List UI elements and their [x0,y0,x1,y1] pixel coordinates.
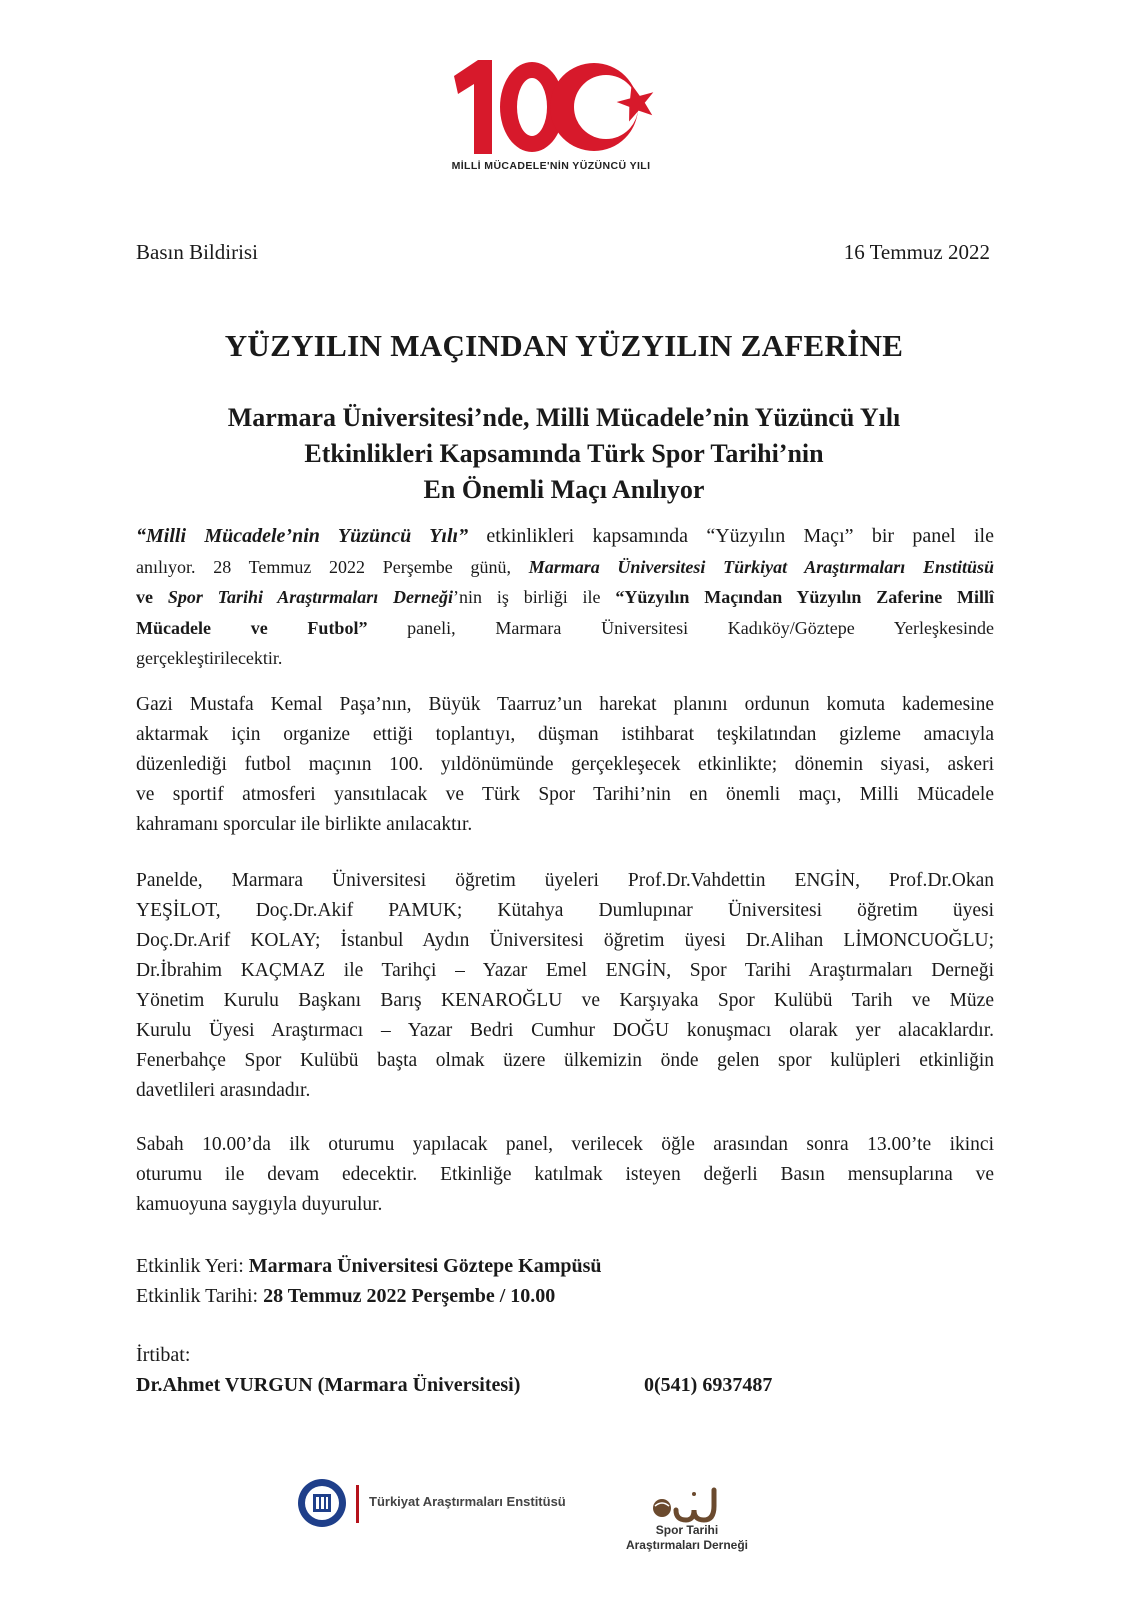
contact-name: Dr.Ahmet VURGUN (Marmara Üniversitesi) [136,1374,521,1396]
contact-label: İrtibat: [136,1344,191,1366]
background-paragraph [136,690,994,840]
association-label-line: Spor Tarihi [655,1523,719,1537]
paragraph-line: oturumu ile devam edecektir. Etkinliğe katılmak isteyen değerli Basın mensuplarına ve [136,1164,994,1185]
paragraph-line: Mücadele ve Futbol” paneli, Marmara Üniversitesi Kadıköy/Göztepe Yerleşkesinde [136,617,994,638]
paragraph-line: Doç.Dr.Arif KOLAY; İstanbul Aydın Üniversitesi öğretim üyesi Dr.Alihan LİMONCUOĞLU; [136,930,994,951]
paragraph-line: davetlileri arasındadır. [136,1080,311,1101]
event-place: Etkinlik Yeri: Marmara Üniversitesi Göztepe Kampüsü [136,1255,602,1277]
intro-paragraph [136,521,994,674]
event-date: Etkinlik Tarihi: 28 Temmuz 2022 Perşembe / 10.00 [136,1285,556,1307]
main-title: YÜZYILIN MAÇINDAN YÜZYILIN ZAFERİNE [224,328,904,363]
paragraph-line: düzenlediği futbol maçının 100. yıldönümünde gerçekleşecek etkinlikte; dönemin siyasi, askeri [136,754,994,775]
paragraph-line: gerçekleştirilecektir. [136,648,283,668]
centenary-logo [444,54,664,174]
paragraph-line: Gazi Mustafa Kemal Paşa’nın, Büyük Taarruz’un harekat planını ordunun komuta kademesine [136,694,994,715]
subtitle-line: Etkinlikleri Kapsamında Türk Spor Tarihi’nin [304,439,824,468]
paragraph-line: ve Spor Tarihi Araştırmaları Derneği’nin iş birliği ile “Yüzyılın Maçından Yüzyılın Zaferine Millî [136,587,995,607]
institute-label: Türkiyat Araştırmaları Enstitüsü [369,1494,566,1509]
association-label [612,1523,762,1553]
paragraph-line: Sabah 10.00’da ilk oturumu yapılacak panel, verilecek öğle arasından sonra 13.00’te ikinci [136,1134,994,1155]
paragraph-line: aktarmak için organize ettiği toplantıyı, düşman istihbarat teşkilatından gizleme amacıyla [136,724,994,745]
contact-info [136,1340,836,1400]
logo-divider [356,1485,359,1523]
speakers-paragraph [136,866,994,1106]
marmara-university-seal-icon [297,1478,347,1528]
association-label-line: Araştırmaları Derneği [625,1538,749,1552]
paragraph-line: kahramanı sporcular ile birlikte anılacaktır. [136,814,473,835]
paragraph-line: Fenerbahçe Spor Kulübü başta olmak üzere ülkemizin önde gelen spor kulüpleri etkinliğin [136,1050,994,1071]
schedule-paragraph [136,1130,994,1220]
contact-phone: 0(541) 6937487 [644,1374,773,1396]
subtitle-line: En Önemli Maçı Anılıyor [423,475,705,504]
paragraph-line: YEŞİLOT, Doç.Dr.Akif PAMUK; Kütahya Dumlupınar Üniversitesi öğretim üyesi [136,900,994,921]
subtitle [0,400,1128,508]
paragraph-line: Dr.İbrahim KAÇMAZ ile Tarihçi – Yazar Emel ENGİN, Spor Tarihi Araştırmaları Derneği [136,960,994,981]
paragraph-line: kamuoyuna saygıyla duyurulur. [136,1194,383,1215]
paragraph-line: anılıyor. 28 Temmuz 2022 Perşembe günü, Marmara Üniversitesi Türkiyat Araştırmaları Enstitüsü [136,556,994,577]
paragraph-line: Panelde, Marmara Üniversitesi öğretim üyeleri Prof.Dr.Vahdettin ENGİN, Prof.Dr.Okan [136,870,994,891]
spor-tarihi-logo-icon [648,1480,718,1524]
event-info [136,1251,602,1311]
logo-caption: MİLLİ MÜCADELE'NİN YÜZÜNCÜ YILI [451,160,651,172]
document-type: Basın Bildirisi [136,240,258,264]
paragraph-line: Yönetim Kurulu Başkanı Barış KENAROĞLU ve Karşıyaka Spor Kulübü Tarih ve Müze [136,990,994,1011]
paragraph-line: “Milli Mücadele’nin Yüzüncü Yılı” etkinlikleri kapsamında “Yüzyılın Maçı” bir panel ile [136,525,994,547]
subtitle-line: Marmara Üniversitesi’nde, Milli Mücadele’nin Yüzüncü Yılı [227,403,901,432]
document-date: 16 Temmuz 2022 [843,240,990,264]
paragraph-line: Kurulu Üyesi Araştırmacı – Yazar Bedri Cumhur DOĞU konuşmacı olarak yer alacaklardır. [136,1020,994,1041]
paragraph-line: ve sportif atmosferi yansıtılacak ve Türk Spor Tarihi’nin en önemli maçı, Milli Mücadele [136,784,994,805]
